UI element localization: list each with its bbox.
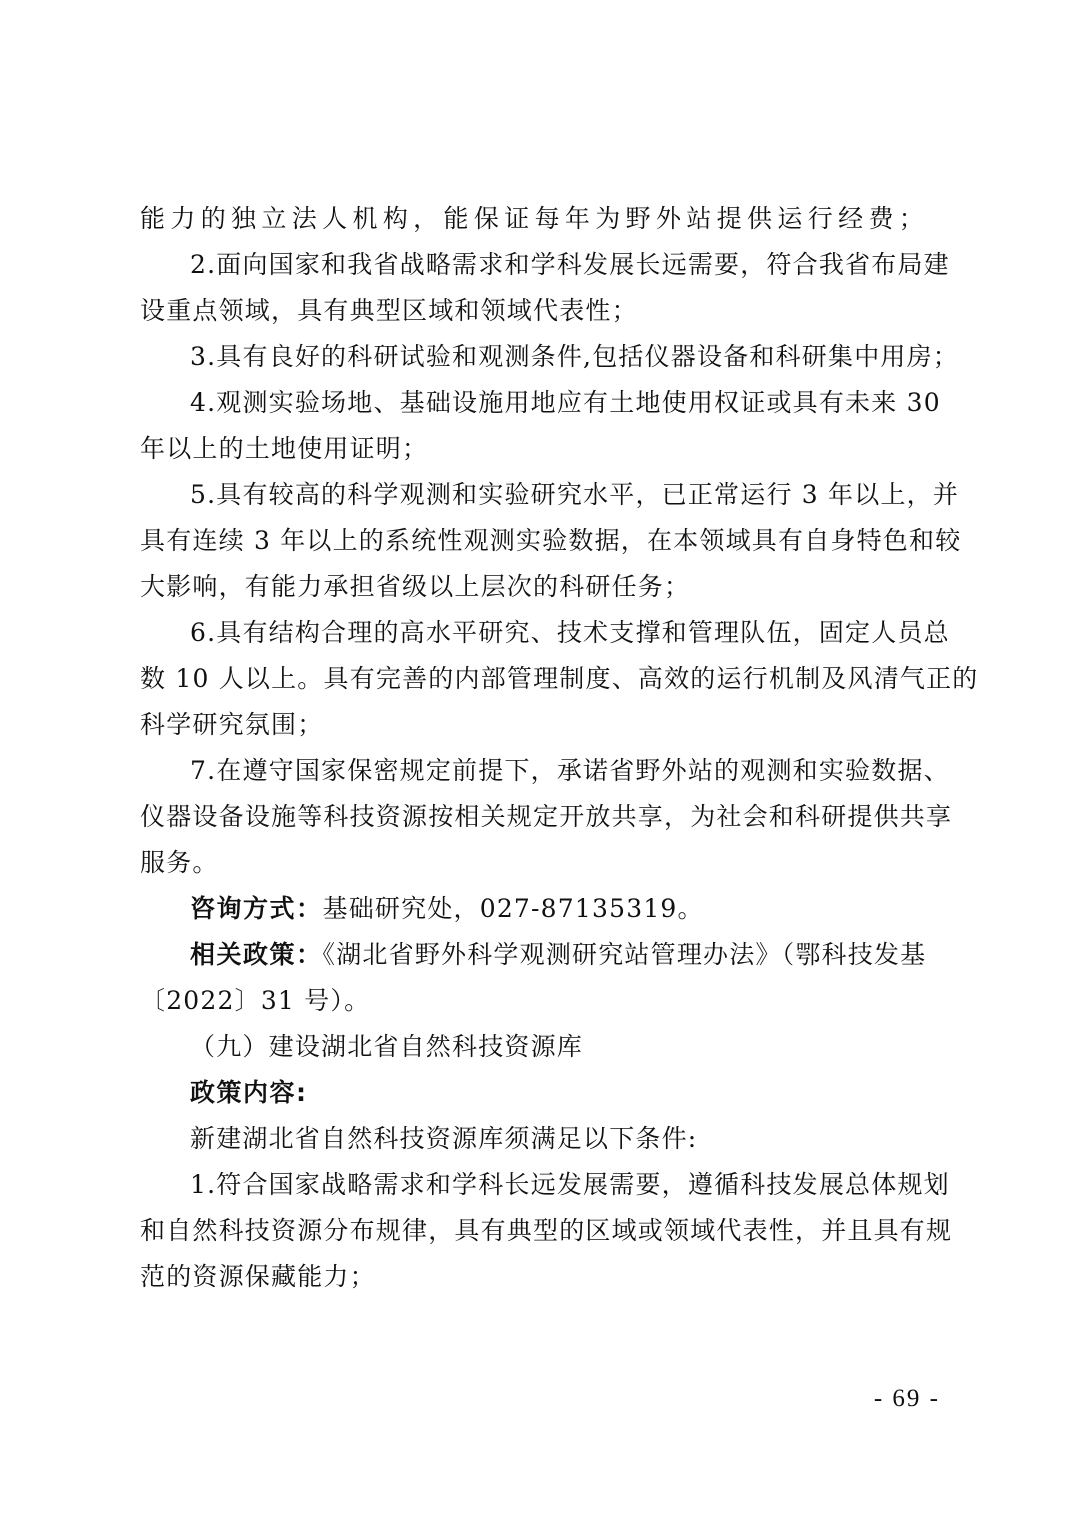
policy-value: 《湖北省野外科学观测研究站管理办法》（鄂科技发基 [322, 940, 927, 969]
paragraph-line: 科学研究氛围； [140, 710, 324, 739]
paragraph-line: 7.在遵守国家保密规定前提下，承诺省野外站的观测和实验数据、 [190, 756, 950, 785]
paragraph-line: 数 10 人以上。具有完善的内部管理制度、高效的运行机制及风清气正的 [140, 664, 979, 693]
page-number: - 69 - [873, 1385, 940, 1412]
paragraph-line: 4.观测实验场地、基础设施用地应有土地使用权证或具有未来 30 [190, 388, 941, 417]
paragraph-line: 新建湖北省自然科技资源库须满足以下条件: [190, 1124, 698, 1153]
consult-label: 咨询方式： [190, 894, 323, 923]
paragraph-line: 能力的独立法人机构，能保证每年为野外站提供运行经费； [140, 204, 925, 233]
paragraph-line: 5.具有较高的科学观测和实验研究水平，已正常运行 3 年以上，并 [190, 480, 960, 509]
body-text [140, 196, 979, 1300]
paragraph-line: 1.符合国家战略需求和学科长远发展需要，遵循科技发展总体规划 [190, 1170, 950, 1199]
consult-value: 基础研究处，027-87135319。 [322, 894, 704, 923]
paragraph-line: 服务。 [140, 848, 219, 877]
paragraph-line: 年以上的土地使用证明； [140, 434, 429, 463]
content-label: 政策内容: [190, 1078, 308, 1107]
paragraph-line: 和自然科技资源分布规律，具有典型的区域或领域代表性，并且具有规 [140, 1216, 953, 1245]
paragraph-line: 2.面向国家和我省战略需求和学科发展长远需要，符合我省布局建 [190, 250, 950, 279]
consult-line [140, 886, 925, 932]
section-title: （九）建设湖北省自然科技资源库 [190, 1032, 584, 1061]
paragraph-line: 具有连续 3 年以上的系统性观测实验数据，在本领域具有自身特色和较 [140, 526, 962, 555]
paragraph-line: 设重点领域，具有典型区域和领域代表性； [140, 296, 638, 325]
paragraph-line: 仪器设备设施等科技资源按相关规定开放共享，为社会和科研提供共享 [140, 802, 953, 831]
paragraph-line: 6.具有结构合理的高水平研究、技术支撑和管理队伍，固定人员总 [190, 618, 950, 647]
paragraph-line: 大影响，有能力承担省级以上层次的科研任务； [140, 572, 691, 601]
paragraph-line: 范的资源保藏能力； [140, 1262, 376, 1291]
policy-label: 相关政策： [190, 940, 323, 969]
policy-line [140, 932, 925, 978]
paragraph-line: 3.具有良好的科研试验和观测条件,包括仪器设备和科研集中用房； [190, 342, 960, 371]
policy-line-cont: 〔2022〕31 号）。 [140, 986, 371, 1015]
